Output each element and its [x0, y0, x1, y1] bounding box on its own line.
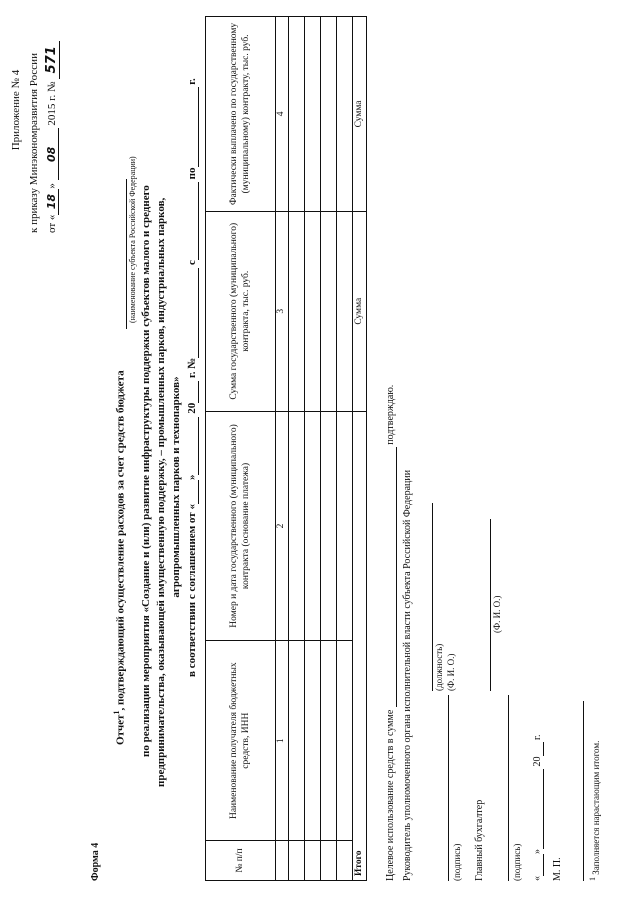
table-row — [289, 17, 305, 881]
purpose-text: Целевое использование средств в сумме — [385, 709, 396, 881]
footnote-mark: 1 — [112, 710, 121, 715]
fio-caption-2: (Ф. И. О.) — [492, 595, 502, 633]
signature-caption-2: (подпись) — [512, 843, 522, 881]
period-to-blank — [186, 88, 199, 168]
heading-line5 — [186, 78, 199, 677]
header-number: № п/п — [206, 841, 276, 881]
head-signature-line[interactable] — [448, 695, 449, 881]
table-cell[interactable] — [337, 211, 353, 411]
colnum-0 — [276, 841, 289, 881]
colnum-2: 2 — [276, 411, 289, 641]
table-row — [321, 17, 337, 881]
appendix-date — [44, 41, 60, 233]
table-cell[interactable] — [289, 411, 305, 641]
colnum-4: 4 — [276, 17, 289, 212]
accountant-signature-line[interactable] — [508, 695, 509, 881]
footnote-text: Заполняется нарастающим итогом. — [591, 740, 601, 875]
appendix-title: Приложение № 4 — [10, 69, 22, 151]
table-cell[interactable] — [337, 641, 353, 841]
fio-caption: (Ф. И. О.) — [446, 653, 456, 691]
heading-word: Отчет — [114, 714, 127, 745]
sign-year: 20 — [532, 756, 543, 767]
table-cell[interactable] — [321, 17, 337, 212]
sign-year-blank[interactable] — [532, 743, 544, 757]
position-line[interactable] — [432, 503, 433, 691]
header-recipient: Наименование получателя бюджетных средств, ИНН — [206, 641, 276, 841]
appendix-year: 2015 г. № — [46, 81, 58, 126]
table-cell[interactable] — [337, 841, 353, 881]
sign-date-open: « — [532, 876, 543, 881]
header-contract-sum: Сумма государственного (муниципального) контракта, тыс. руб. — [206, 211, 276, 411]
table-header-row — [206, 17, 276, 881]
stamp-label: М. П. — [552, 857, 563, 881]
agreement-year: 20 — [186, 402, 198, 414]
header-paid: Фактически выплачено по государственному (муниципальному) контракту, тыс. руб. — [206, 17, 276, 212]
purpose-sum-blank[interactable] — [385, 447, 397, 707]
footnote-number: 1 — [588, 877, 597, 881]
appendix-number: 571 — [44, 41, 60, 79]
appendix-order: к приказу Минэкономразвития России — [28, 53, 40, 233]
report-heading — [112, 370, 127, 745]
appendix-month: 08 — [45, 128, 59, 180]
table-cell[interactable] — [321, 411, 337, 641]
table-cell[interactable] — [321, 841, 337, 881]
table-row — [305, 17, 321, 881]
table-cell[interactable] — [305, 641, 321, 841]
sign-year-suffix: г. — [532, 734, 543, 740]
report-table — [205, 16, 367, 881]
agreement-day-blank — [186, 480, 199, 504]
form-label: Форма 4 — [90, 842, 101, 881]
accountant-fio-line[interactable] — [490, 519, 491, 691]
agreement-number-blank — [186, 268, 199, 358]
sign-day-blank[interactable] — [532, 854, 544, 876]
heading-rest: , подтверждающий осуществление расходов за счет средств бюджета — [114, 370, 127, 711]
table-cell[interactable] — [305, 411, 321, 641]
table-cell[interactable] — [305, 841, 321, 881]
heading-line2: по реализации мероприятия «Создание и (или) развитие инфраструктуры поддержки субъектов малого и среднего — [140, 185, 152, 757]
colnum-3: 3 — [276, 211, 289, 411]
agreement-month-blank — [186, 417, 199, 475]
agreement-close: » — [186, 474, 198, 481]
table-cell[interactable] — [289, 841, 305, 881]
heading-line4: агропромышленных парков и технопарков» — [170, 376, 182, 598]
table-cell[interactable] — [305, 211, 321, 411]
agreement-from: в соответствии с соглашением от « — [186, 504, 198, 677]
table-cell[interactable] — [321, 641, 337, 841]
period-to: по — [186, 167, 198, 180]
accountant-label: Главный бухгалтер — [474, 799, 485, 881]
heading-line3: предпринимательства, оказывающей имущественную поддержку, – промышленных парков, индустриальных парков, — [155, 197, 167, 787]
table-cell[interactable] — [305, 17, 321, 212]
agreement-year-blank — [186, 381, 199, 403]
footnote-rule — [583, 701, 584, 881]
date-mid: » — [46, 183, 58, 189]
table-total-row — [353, 17, 367, 881]
appendix-day: 18 — [45, 189, 59, 215]
footnote — [588, 741, 601, 881]
date-prefix: от « — [46, 214, 58, 233]
signature-caption: (подпись) — [452, 843, 462, 881]
table-cell[interactable] — [337, 17, 353, 212]
table-cell[interactable] — [337, 411, 353, 641]
confirmed-text: подтверждаю. — [385, 384, 396, 445]
table-cell[interactable] — [289, 17, 305, 212]
sign-date-close: » — [532, 849, 543, 854]
agreement-number: г. № — [186, 357, 198, 379]
period-year: г. — [186, 78, 198, 85]
table-cell[interactable] — [289, 641, 305, 841]
header-contract: Номер и дата государственного (муниципального) контракта (основание платежа) — [206, 411, 276, 641]
table-row — [337, 17, 353, 881]
table-colnum-row — [276, 17, 289, 881]
total-contract-sum: Сумма — [353, 211, 367, 411]
subject-caption: (наименование субъекта Российской Федерации) — [128, 156, 137, 323]
table-cell[interactable] — [321, 211, 337, 411]
position-caption: (должность) — [434, 643, 444, 691]
subject-line — [126, 179, 127, 329]
period-from-blank — [186, 182, 199, 260]
sign-month-blank[interactable] — [532, 769, 544, 849]
colnum-1: 1 — [276, 641, 289, 841]
head-label: Руководитель уполномоченного органа исполнительной власти субъекта Российской Федерации — [402, 469, 413, 881]
period-from: с — [186, 260, 198, 265]
purpose-line — [385, 385, 397, 881]
table-cell[interactable] — [289, 211, 305, 411]
total-paid-sum: Сумма — [353, 17, 367, 212]
sign-date — [532, 735, 544, 881]
total-label: Итого — [353, 411, 367, 880]
